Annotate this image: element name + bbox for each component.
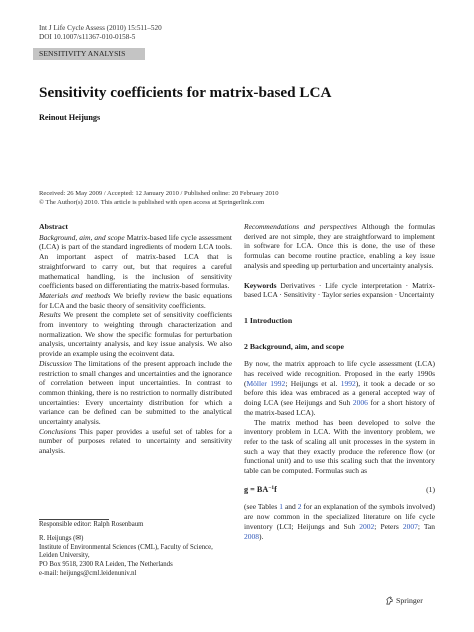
- affil-institute: Institute of Environmental Sciences (CML), Faculty of Science,: [39, 543, 213, 551]
- section-2-heading: 2 Background, aim, and scope: [244, 341, 344, 351]
- equation-rhs: f: [274, 484, 277, 494]
- citation-link[interactable]: 2008: [244, 531, 259, 541]
- citation-link[interactable]: 1992: [340, 378, 356, 388]
- recommendations-text: Although the formulas derived are not simple, they are straightforward to implement in software for LCA. Once this is done, the use of these formulas can become routine practice, enabling a key issue analysis and speeding up perturbation and uncertainty analysis.: [244, 222, 435, 270]
- journal-citation: [39, 24, 162, 43]
- abstract-heading: Abstract: [39, 222, 69, 231]
- keywords-text: Derivatives · Life cycle interpretation · Matrix-based LCA · Sensitivity · Taylor series expansion · Uncertainty: [244, 280, 435, 300]
- conclusions-label: Conclusions: [39, 426, 77, 436]
- article-author: Reinout Heijungs: [39, 113, 101, 122]
- equation-formula: [244, 484, 277, 495]
- citation-link[interactable]: 2007: [402, 521, 418, 531]
- author-affiliation: [39, 535, 229, 579]
- footnote-divider: [39, 519, 109, 520]
- para3-text-d: ; Peters: [374, 521, 403, 531]
- para1-text-d: for a short history of the matrix-based LCA).: [244, 398, 436, 417]
- keywords: [244, 281, 435, 300]
- abstract-methods: [39, 291, 232, 310]
- equation-lhs: g = BA: [244, 484, 269, 494]
- methods-label: Materials and methods: [39, 290, 111, 300]
- abstract-results: [39, 310, 232, 359]
- affil-address: PO Box 9518, 2300 RA Leiden, The Netherlands: [39, 561, 173, 569]
- received-line: Received: 26 May 2009 / Accepted: 12 January 2010 / Published online: 20 February 2010: [39, 190, 279, 197]
- para1-text-a: By now, the matrix approach to life cycle assessment (LCA) has received wide recognition. Proposed in the early 1990s (: [244, 359, 435, 388]
- doi-line: DOI 10.1007/s11367-010-0158-5: [39, 33, 136, 42]
- section-label: SENSITIVITY ANALYSIS: [33, 48, 145, 60]
- copyright-line: © The Author(s) 2010. This article is published with open access at Springerlink.com: [39, 198, 265, 206]
- keywords-label: Keywords: [244, 280, 277, 290]
- para3-text-f: ).: [259, 531, 264, 541]
- discussion-text: The limitations of the present approach include the restriction to small changes and uncertainties and the ignorance of correlation between input uncertainties. In contrast to common thinking, there is no restriction to normally distributed uncertainties: Every uncertainty distribution for which a variance can be defined can be submitted to the analytical uncertainty analysis.: [39, 358, 232, 427]
- para1-text-b: ; Heijungs et al.: [285, 378, 341, 388]
- conclusions-text: This paper provides a useful set of tables for a number of purposes related to uncertainty and sensitivity analysis.: [39, 426, 232, 456]
- body-paragraph-3: [244, 502, 435, 541]
- abstract-background: [39, 233, 232, 291]
- table-link[interactable]: 2: [297, 502, 302, 512]
- abstract-discussion: [39, 359, 232, 427]
- methods-text: We briefly review the basic equations for LCA and the basic theory of sensitivity coefficients.: [39, 290, 232, 310]
- para3-text-b: and: [283, 502, 298, 512]
- para1-text-c: ), it took a decade or so before this idea was embraced as a general accepted way of doing LCA (see Heijungs and Suh: [244, 378, 435, 408]
- background-label: Background, aim, and scope: [39, 232, 125, 242]
- body-paragraph-1: [244, 359, 435, 417]
- para3-text-a: (see Tables: [244, 502, 280, 512]
- springer-horse-icon: [385, 596, 394, 605]
- abstract-recommendations: [244, 222, 435, 271]
- abstract-column: [39, 222, 232, 456]
- citation-link[interactable]: Möller 1992: [246, 378, 286, 388]
- equation-number: (1): [426, 484, 435, 494]
- journal-line: Int J Life Cycle Assess (2010) 15:511–520: [39, 24, 162, 32]
- publisher-name: Springer: [396, 596, 423, 605]
- para3-text-c: for an explanation of the symbols involved) are now common in the specialized literature on life cycle inventory (LCI; Heijungs and Suh: [244, 502, 435, 531]
- body-paragraph-2: The matrix method has been developed to solve the inventory problem in LCA. With the inventory problem, we refer to the task of scaling all unit processes in the system in such a way that they exactly produce the reference flow (or functional unit) and to use this scaling such that the inventory table can be computed. Formulas such as: [244, 417, 435, 476]
- affil-email[interactable]: e-mail: heijungs@cml.leidenuniv.nl: [39, 569, 137, 577]
- table-link[interactable]: 1: [279, 502, 284, 512]
- article-title: Sensitivity coefficients for matrix-based LCA: [39, 84, 332, 101]
- publisher-logo: [385, 596, 423, 605]
- results-text: We present the complete set of sensitivity coefficients from inventory to weighting through characterization and normalization. We show the specific formulas for perturbation analysis, uncertainty analysis, and key issue analysis. We also provide an example using the ecoinvent data.: [39, 310, 232, 359]
- affil-university: Leiden University,: [39, 552, 90, 560]
- para3-text-e: ; Tan: [417, 521, 435, 531]
- discussion-label: Discussion: [39, 358, 72, 368]
- citation-link[interactable]: 2006: [352, 398, 368, 408]
- citation-link[interactable]: 2002: [359, 521, 375, 531]
- equation-superscript: −1: [268, 484, 275, 491]
- affil-name: R. Heijungs (✉): [39, 535, 84, 542]
- body-column: [244, 222, 435, 541]
- section-1-heading: 1 Introduction: [244, 315, 293, 325]
- results-label: Results: [39, 310, 61, 320]
- background-text: Matrix-based life cycle assessment (LCA) is part of the standard ingredients of modern LCA tools. An important aspect of matrix-based LCA that is straightforward to carry out, but that requires a careful mathematical handling, is the inclusion of sensitivity coefficients based on differentiating the matrix-based formulas.: [39, 232, 232, 291]
- responsible-editor: Responsible editor: Ralph Rosenbaum: [39, 521, 144, 528]
- abstract-conclusions: [39, 427, 232, 456]
- recommendations-label: Recommendations and perspectives: [244, 222, 357, 231]
- equation-1: [244, 484, 435, 495]
- publication-dates: [39, 190, 449, 207]
